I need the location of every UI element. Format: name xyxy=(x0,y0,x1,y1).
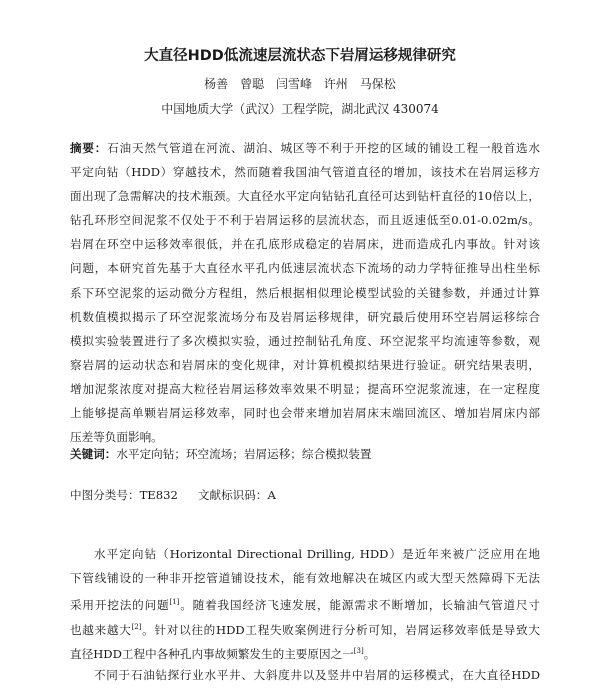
body-line: 不同于石油钻探行业水平井、大斜度井以及竖井中岩屑的运移模式，在大直径HDD xyxy=(94,667,540,682)
paper-authors: 杨善 曾聪 闫雪峰 许州 马保松 xyxy=(204,77,396,91)
citation: [2] xyxy=(131,622,142,631)
abstract-line: 察岩屑的运动状态和岩屑床的变化规律，对计算机模拟结果进行验证。研究结果表明， xyxy=(70,357,540,372)
abstract-line: 系下环空泥浆的运动微分方程组，然后根据相似理论模型试验的关键参数，并通过计算 xyxy=(70,285,540,300)
abstract-line: 压差等负面影响。 xyxy=(70,430,163,445)
abstract-line: 机数值模拟揭示了环空泥浆流场分布及岩屑运移规律，研究最后使用环空岩屑运移综合 xyxy=(70,309,540,324)
abstract-line: 摘要：石油天然气管道在河流、湖泊、城区等不利于开挖的区域的铺设工程一般首选水 xyxy=(70,141,540,155)
abstract-line: 面出现了急需解决的技术瓶颈。大直径水平定向钻钻孔直径可达到钻杆直径的10倍以上， xyxy=(70,189,540,204)
citation: [3] xyxy=(353,646,364,655)
abstract-line: 模拟实验装置进行了多次模拟实验，通过控制钻孔角度、环空泥浆平均流速等参数，观 xyxy=(70,333,540,348)
keywords-text: 水平定向钻；环空流场；岩屑运移；综合模拟装置 xyxy=(116,447,372,461)
abstract-line: 增加泥浆浓度对提高大粒径岩屑运移效率效果不明显；提高环空泥浆流速，在一定程度 xyxy=(70,381,540,396)
paper-title: 大直径HDD低流速层流状态下岩屑运移规律研究 xyxy=(144,48,456,64)
document-code: 文献标识码：A xyxy=(197,488,276,502)
body-text xyxy=(70,542,540,687)
keywords xyxy=(70,446,371,462)
paper-affiliation: 中国地质大学（武汉）工程学院，湖北武汉 430074 xyxy=(161,102,439,116)
keywords-label: 关键词： xyxy=(70,447,117,461)
abstract-line: 钻孔环形空间泥浆不仅处于不利于岩屑运移的层流状态，而且返速低至0.01-0.02m/s。 xyxy=(70,213,540,228)
citation: [1] xyxy=(169,598,180,607)
abstract-line: 岩屑在环空中运移效率很低，并在孔底形成稳定的岩屑床，进而造成孔内事故。针对该 xyxy=(70,237,540,252)
abstract-line: 平定向钻（HDD）穿越技术，然而随着我国油气管道直径的增加，该技术在岩屑运移方 xyxy=(70,165,540,180)
clc-number: 中图分类号：TE832 xyxy=(70,488,178,502)
classification xyxy=(70,487,276,503)
body-line: 下管线铺设的一种非开挖管道铺设技术，能有效地解决在城区内或大型天然障碍下无法 xyxy=(70,571,540,586)
body-line: 也越来越大[2]。针对以往的HDD工程失败案例进行分析可知，岩屑运移效率低是导致大 xyxy=(70,622,540,637)
abstract xyxy=(70,136,540,449)
abstract-label: 摘要： xyxy=(70,141,108,155)
body-line: 直径HDD工程中各种孔内事故频繁发生的主要原因之一[3]。 xyxy=(70,646,376,661)
abstract-line: 问题，本研究首先基于大直径水平孔内低速层流状态下流场的动力学特征推导出柱坐标 xyxy=(70,261,540,276)
body-line: 水平定向钻（Horizontal Directional Drilling, HDD）是近年来被广泛应用在地 xyxy=(94,547,540,561)
body-line: 采用开挖法的问题[1]。随着我国经济飞速发展，能源需求不断增加，长输油气管道尺寸 xyxy=(70,598,540,613)
abstract-line: 上能够提高单颗岩屑运移效率，同时也会带来增加岩屑床末端回流区、增加岩屑床内部 xyxy=(70,406,540,421)
